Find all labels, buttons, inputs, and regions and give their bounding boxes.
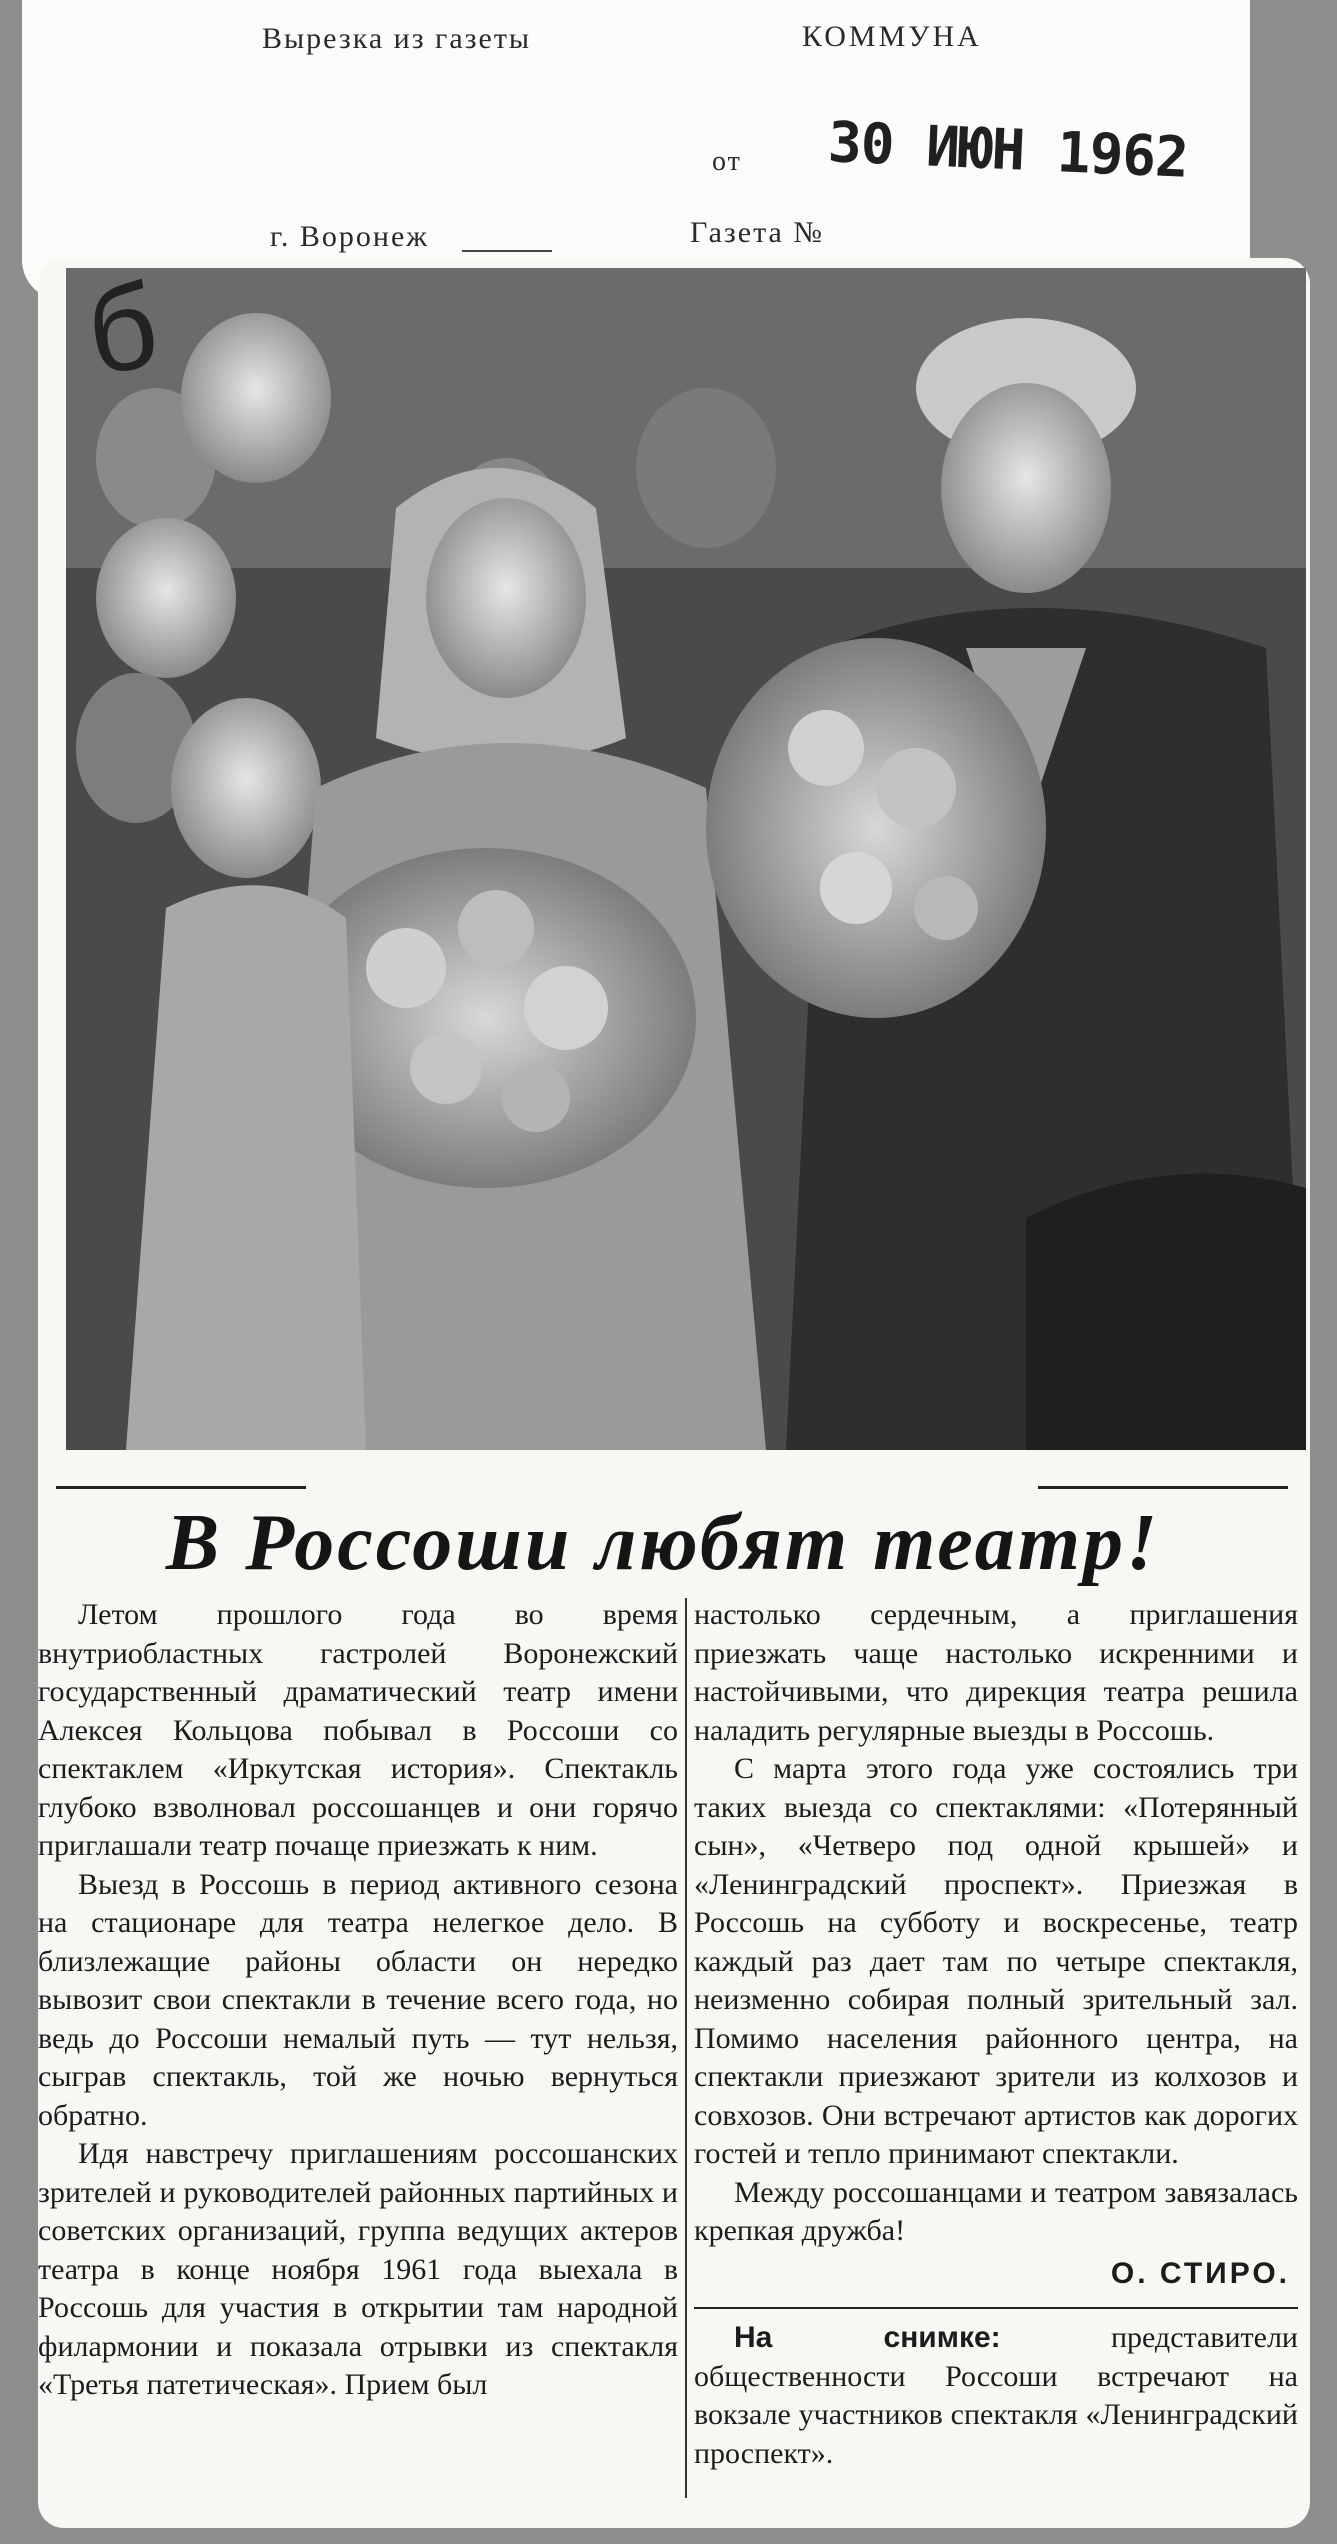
news-photo <box>66 268 1306 1450</box>
headline-rule-right <box>1038 1486 1288 1489</box>
city-underline <box>462 250 552 252</box>
article-paragraph: Выезд в Россошь в период активного сезона на стационаре для театра нелегкое дело. В близлежащие районы области он нередко вывозит свои спектакли в течение всего года, но ведь до Россоши немалый путь — тут нельзя, сыграв спектакль, той же ночью вернуться обратно. <box>38 1867 678 2132</box>
from-label: от <box>712 146 742 177</box>
article-column-1 <box>38 1596 678 2405</box>
column-divider <box>685 1598 687 2498</box>
author-signature: О. СТИРО. <box>1110 2256 1290 2290</box>
newspaper-clipping <box>38 258 1310 2528</box>
handwritten-mark: б <box>79 257 166 401</box>
caption-rule <box>694 2307 1298 2309</box>
article-paragraph: С марта этого года уже состоялись три таких выезда со спектаклями: «Потерянный сын», «Четверо под одной крышей» и «Ленинградский проспект». Приезжая в Россошь на субботу и воскресенье, театр каждый раз дает там по четыре спектакля, неизменно собирая полный зрительный зал. Помимо населения районного центра, на спектакли приезжают зрители из колхозов и совхозов. Они встречают артистов как дорогих гостей и тепло принимают спектакли. <box>694 1752 1298 2170</box>
gazette-label: Газета № <box>690 216 824 249</box>
photo-caption <box>694 2319 1298 2473</box>
clipping-label: Вырезка из газеты <box>262 22 532 55</box>
headline-rule-left <box>56 1486 306 1489</box>
newspaper-name: КОММУНА <box>802 20 982 53</box>
caption-text: представители общественности Россоши встречают на вокзале участников спектакля «Ленинградский проспект». <box>694 2321 1298 2470</box>
date-stamp: 30 ИЮН 1962 <box>826 110 1190 191</box>
article-paragraph: настолько сердечным, а приглашения приезжать чаще настолько искренними и настойчивыми, что дирекция театра решила наладить регулярные выезды в Россошь. <box>694 1598 1298 1747</box>
article-column-2 <box>694 1596 1298 2473</box>
article-paragraph: Идя навстречу приглашениям россошанских зрителей и руководителей районных партийных и советских организаций, группа ведущих актеров театра в конце ноября 1961 года выехала в Россошь для участия в открытии там народной филармонии и показала отрывки из спектакля «Третья патетическая». Прием был <box>38 2137 678 2401</box>
photo-graphic <box>66 268 1306 1450</box>
city-label: г. Воронеж <box>270 220 430 253</box>
article-paragraph: Между россошанцами и театром завязалась крепкая дружба! <box>694 2175 1298 2247</box>
article-paragraph: Летом прошлого года во время внутриобластных гастролей Воронежский государственный драматический театр имени Алексея Кольцова побывал в Россоши со спектаклем «Иркутская история». Спектакль глубоко взволновал россошанцев и они горячо приглашали театр почаще приезжать к ним. <box>38 1598 678 1862</box>
clipping-form <box>22 0 1250 300</box>
caption-label: На снимке: <box>734 2321 1001 2354</box>
article-headline: В Россоши любят театр! <box>165 1499 1161 1587</box>
